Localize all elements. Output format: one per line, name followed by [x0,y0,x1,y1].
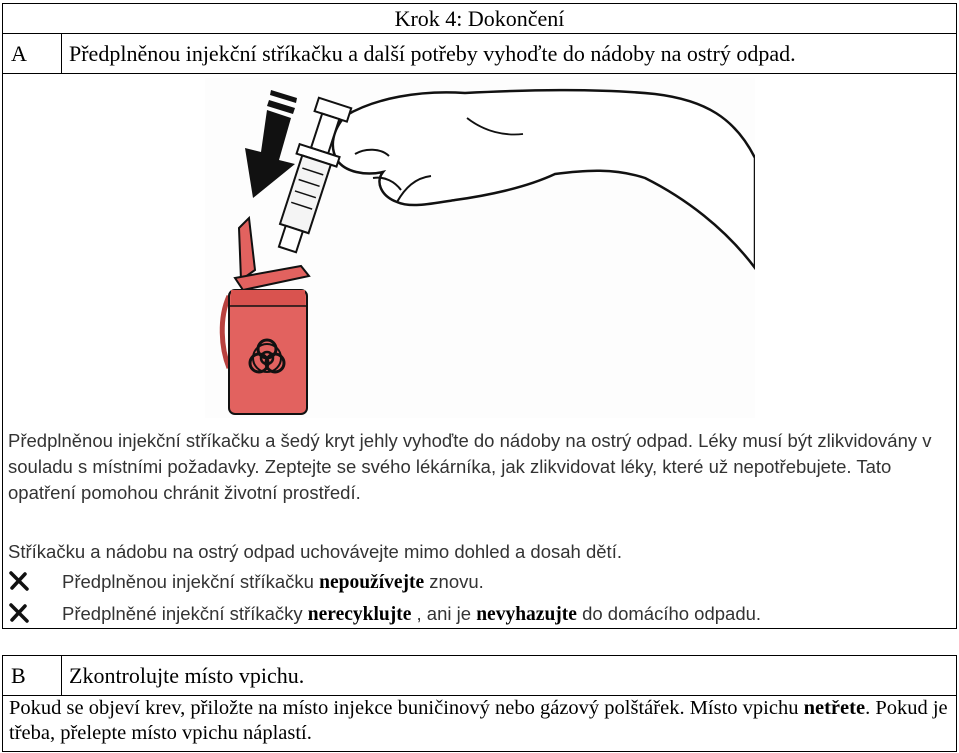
step-title: Krok 4: Dokončení [3,4,956,34]
section-b-body [9,696,949,746]
section-a-letter: A [3,34,62,73]
warning-bold: nerecyklujte [307,604,412,625]
warning-text: Předplněnou injekční stříkačku [62,571,320,592]
step-table-b [2,655,957,752]
warning-bold: nepoužívejte [319,572,425,593]
disposal-illustration [205,78,755,418]
paragraph-children-warning: Stříkačku a nádobu na ostrý odpad uchovávejte mimo dohled a dosah dětí. [8,541,622,562]
warning-text: znovu. [424,571,484,592]
warning-text: do domácího odpadu. [576,603,762,624]
warning-text: Předplněné injekční stříkačky [62,603,308,624]
cross-mark-icon [8,570,30,592]
section-b-letter: B [3,656,62,695]
section-b-header [3,656,956,696]
section-b-text: Pokud se objeví krev, přiložte na místo injekce buničinový nebo gázový polštářek. Místo vpichu [9,697,804,719]
warning-row-recycle [8,601,948,628]
warning-row-reuse [8,569,948,596]
warning-bold: nevyhazujte [476,604,577,625]
paragraph-disposal: Předplněnou injekční stříkačku a šedý kryt jehly vyhoďte do nádoby na ostrý odpad. Léky musí být zlikvidovány v souladu s místními požadavky. Zeptejte se svého lékárníka, jak zlikvidovat léky, které už nepotřebujete. Tato opatření pomohou chránit životní prostředí. [8,430,932,503]
warning-text: , ani je [411,603,477,624]
section-b-text: . Pokud je třeba, přelepte místo vpichu náplastí. [9,697,948,744]
cross-mark-icon [8,602,30,624]
section-b-heading: Zkontrolujte místo vpichu. [69,663,305,688]
section-b-bold: netřete [803,697,866,719]
section-a-heading: Předplněnou injekční stříkačku a další potřeby vyhoďte do nádoby na ostrý odpad. [69,41,796,66]
section-a-header [3,34,956,74]
